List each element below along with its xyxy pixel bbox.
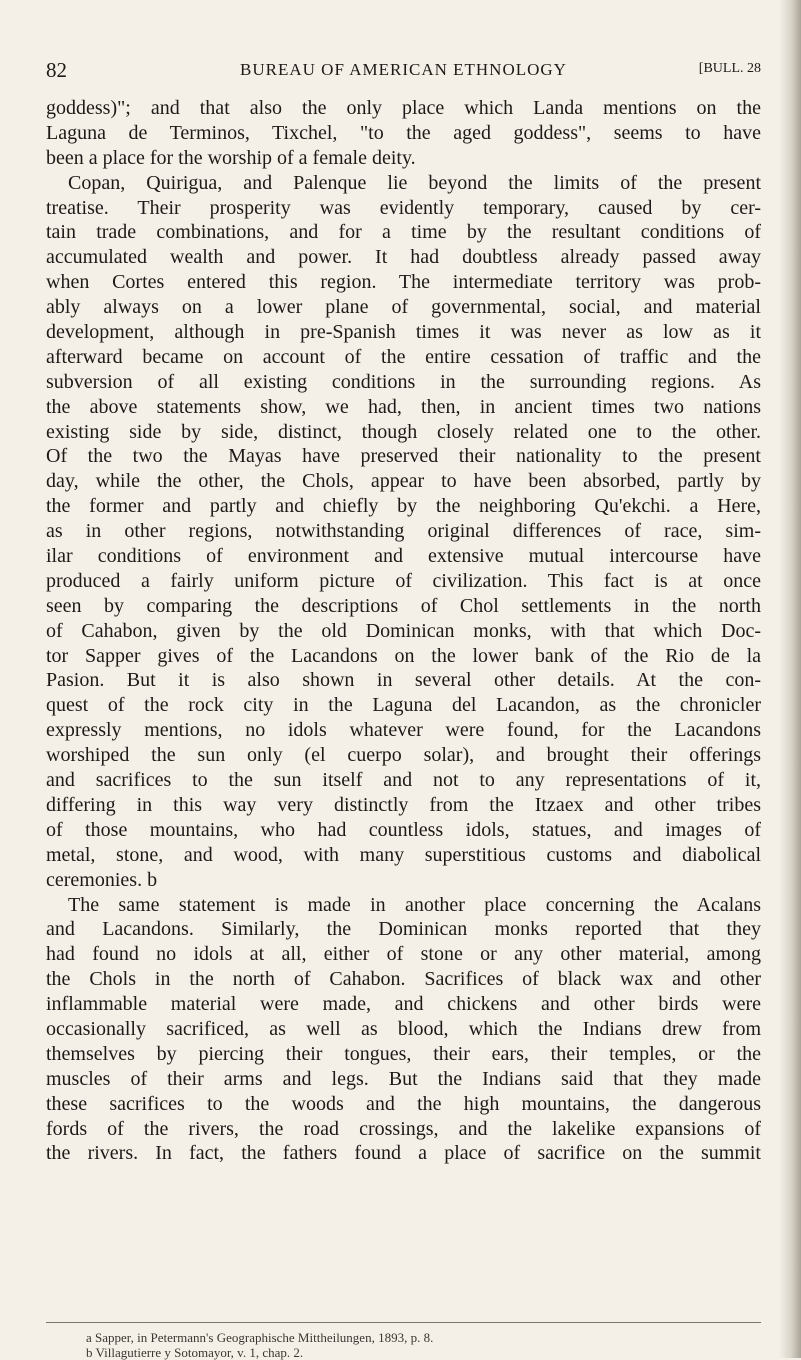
text-line: Copan, Quirigua, and Palenque lie beyond the limits of the present	[68, 171, 761, 194]
bulletin-number: [BULL. 28	[698, 61, 761, 76]
text-line: of those mountains, who had countless idols, statues, and images of	[46, 818, 761, 841]
footnote-divider	[46, 1322, 761, 1323]
text-line: the former and partly and chiefly by the neighboring Qu'ekchi. a Here,	[46, 495, 761, 518]
text-line: the rivers. In fact, the fathers found a place of sacrifice on the summit	[46, 1142, 761, 1165]
text-line: Pasion. But it is also shown in several other details. At the con-	[46, 669, 761, 692]
text-line: ceremonies. b	[46, 868, 158, 891]
text-line: subversion of all existing conditions in the surrounding regions. As	[46, 370, 761, 393]
text-line: tor Sapper gives of the Lacandons on the lower bank of the Rio de la	[46, 644, 761, 667]
text-line: day, while the other, the Chols, appear to have been absorbed, partly by	[46, 470, 761, 493]
text-line: muscles of their arms and legs. But the Indians said that they made	[46, 1067, 761, 1090]
text-line: been a place for the worship of a female deity.	[46, 146, 416, 169]
page-header	[46, 58, 761, 86]
text-line: accumulated wealth and power. It had doubtless already passed away	[46, 246, 761, 269]
text-line: quest of the rock city in the Laguna del Lacandon, as the chronicler	[46, 694, 761, 717]
text-line: treatise. Their prosperity was evidently temporary, caused by cer-	[46, 196, 761, 219]
text-line: and sacrifices to the sun itself and not to any representations of it,	[46, 769, 761, 792]
footnote: b Villagutierre y Sotomayor, v. 1, chap. 2.	[86, 1345, 304, 1360]
text-line: seen by comparing the descriptions of Chol settlements in the north	[46, 594, 761, 617]
text-line: The same statement is made in another place concerning the Acalans	[68, 893, 761, 916]
footnote: a Sapper, in Petermann's Geographische Mittheilungen, 1893, p. 8.	[86, 1330, 434, 1345]
text-line: tain trade combinations, and for a time by the resultant conditions of	[46, 221, 761, 244]
text-line: differing in this way very distinctly from the Itzaex and other tribes	[46, 793, 761, 816]
text-line: occasionally sacrificed, as well as blood, which the Indians drew from	[46, 1017, 761, 1040]
text-line: had found no idols at all, either of stone or any other material, among	[46, 943, 761, 966]
text-line: ilar conditions of environment and extensive mutual intercourse have	[46, 545, 761, 568]
text-line: ably always on a lower plane of governmental, social, and material	[46, 296, 761, 319]
page-number: 82	[46, 58, 67, 82]
text-line: metal, stone, and wood, with many superstitious customs and diabolical	[46, 843, 761, 866]
text-line: worshiped the sun only (el cuerpo solar), and brought their offerings	[46, 744, 761, 767]
text-line: development, although in pre-Spanish times it was never as low as it	[46, 321, 761, 344]
text-line: these sacrifices to the woods and the high mountains, the dangerous	[46, 1092, 761, 1115]
text-line: Laguna de Terminos, Tixchel, "to the aged goddess", seems to have	[46, 121, 761, 144]
text-line: as in other regions, notwithstanding original differences of race, sim-	[46, 520, 761, 543]
text-line: goddess)"; and that also the only place which Landa mentions on the	[46, 97, 761, 119]
text-line: produced a fairly uniform picture of civilization. This fact is at once	[46, 569, 761, 592]
text-line: fords of the rivers, the road crossings, and the lakelike expansions of	[46, 1117, 761, 1140]
text-line: the Chols in the north of Cahabon. Sacrifices of black wax and other	[46, 968, 761, 991]
page-edge-shadow	[779, 0, 801, 1358]
text-line: when Cortes entered this region. The intermediate territory was prob-	[46, 271, 761, 294]
text-line: themselves by piercing their tongues, their ears, their temples, or the	[46, 1042, 761, 1065]
text-line: expressly mentions, no idols whatever were found, for the Lacandons	[46, 719, 761, 742]
text-line: and Lacandons. Similarly, the Dominican monks reported that they	[46, 918, 761, 941]
body-text	[46, 96, 761, 1166]
running-head: BUREAU OF AMERICAN ETHNOLOGY	[240, 60, 567, 79]
footnotes	[86, 1330, 746, 1360]
text-line: existing side by side, distinct, though closely related one to the other.	[46, 420, 761, 443]
text-line: of Cahabon, given by the old Dominican monks, with that which Doc-	[46, 619, 761, 642]
text-line: inflammable material were made, and chickens and other birds were	[46, 993, 761, 1016]
text-line: the above statements show, we had, then, in ancient times two nations	[46, 395, 761, 418]
text-line: Of the two the Mayas have preserved their nationality to the present	[46, 445, 761, 468]
text-line: afterward became on account of the entire cessation of traffic and the	[46, 345, 761, 368]
